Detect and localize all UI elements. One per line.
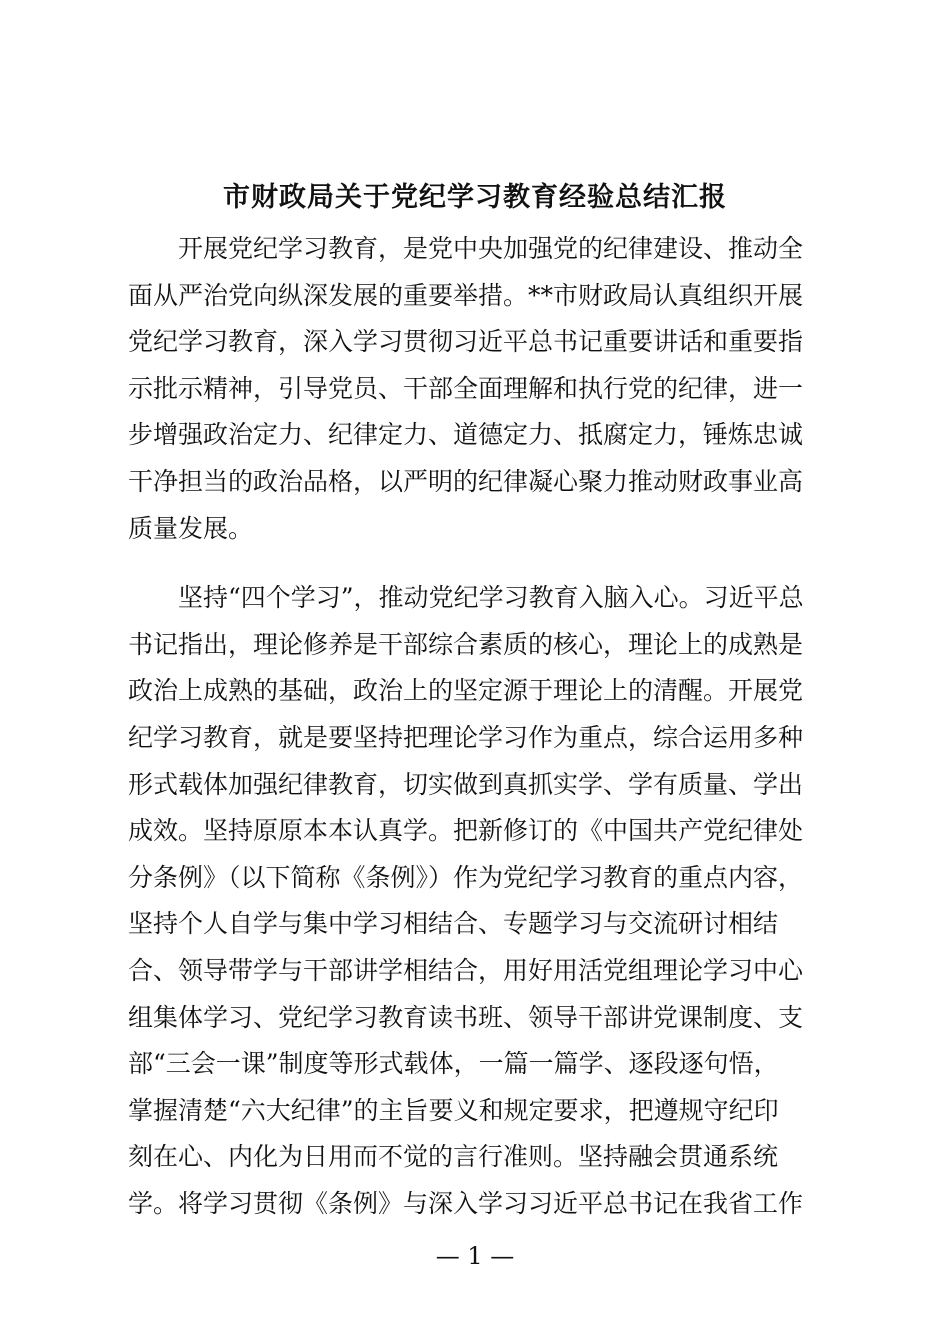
text-line: 政治上成熟的基础，政治上的坚定源于理论上的清醒。开展党	[128, 676, 804, 706]
text-line: 学。将学习贯彻《条例》与深入学习习近平总书记在我省工作	[128, 1188, 804, 1218]
text-line: 干净担当的政治品格，以严明的纪律凝心聚力推动财政事业高	[128, 466, 804, 496]
text-line: 坚持个人自学与集中学习相结合、专题学习与交流研讨相结	[128, 909, 779, 939]
paragraph-spacer	[128, 552, 828, 575]
text-line: 刻在心、内化为日用而不觉的言行准则。坚持融会贯通系统	[128, 1142, 779, 1172]
text-line: 成效。坚持原原本本认真学。把新修订的《中国共产党纪律处	[128, 816, 804, 846]
page-number: — 1 —	[435, 1242, 515, 1270]
text-line: 部“三会一课”制度等形式载体，一篇一篇学、逐段逐句悟，	[128, 1049, 779, 1079]
text-line: 坚持“四个学习”，推动党纪学习教育入脑入心。习近平总	[128, 583, 804, 613]
text-line: 分条例》（以下简称《条例》）作为党纪学习教育的重点内容，	[128, 862, 804, 892]
text-line: 步增强政治定力、纪律定力、道德定力、抵腐定力，锤炼忠诚	[128, 420, 804, 450]
text-line: 合、领导带学与干部讲学相结合，用好用活党组理论学习中心	[128, 955, 804, 985]
text-line: 质量发展。	[128, 513, 254, 543]
paragraph-intro	[128, 226, 828, 552]
text-line: 纪学习教育，就是要坚持把理论学习作为重点，综合运用多种	[128, 722, 804, 752]
text-line: 组集体学习、党纪学习教育读书班、领导干部讲党课制度、支	[128, 1002, 804, 1032]
text-line: 开展党纪学习教育，是党中央加强党的纪律建设、推动全	[128, 234, 804, 263]
text-line: 书记指出，理论修养是干部综合素质的核心，理论上的成熟是	[128, 629, 804, 659]
text-line: 示批示精神，引导党员、干部全面理解和执行党的纪律，进一	[128, 373, 804, 403]
text-line: 党纪学习教育，深入学习贯彻习近平总书记重要讲话和重要指	[128, 327, 804, 357]
text-line: 形式载体加强纪律教育，切实做到真抓实学、学有质量、学出	[128, 769, 804, 799]
text-line: 掌握清楚“六大纪律”的主旨要义和规定要求，把遵规守纪印	[128, 1095, 779, 1125]
paragraph-four-studies	[128, 575, 828, 1227]
document-body	[128, 226, 828, 1227]
text-line: 面从严治党向纵深发展的重要举措。**市财政局认真组织开展	[128, 280, 804, 310]
document-title: 市财政局关于党纪学习教育经验总结汇报	[223, 182, 727, 213]
